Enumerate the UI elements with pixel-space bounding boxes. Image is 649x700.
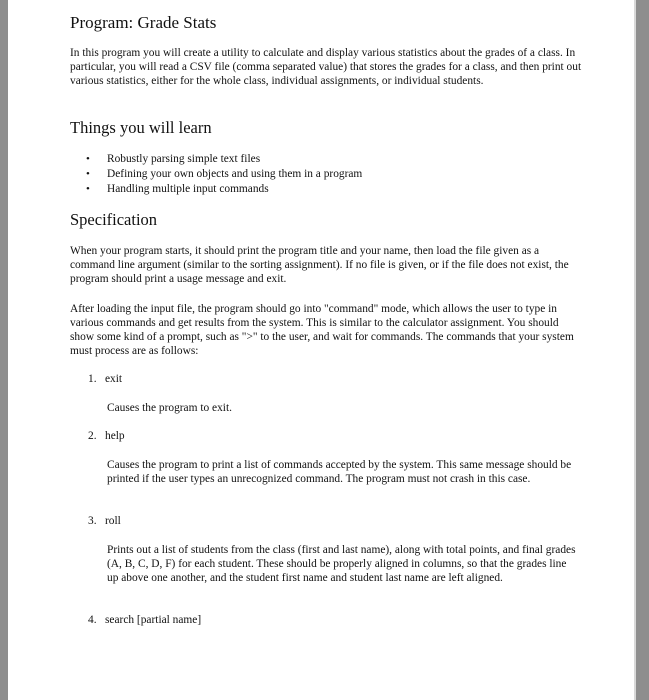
command-desc-help: Causes the program to print a list of commands accepted by the system. This same message should be printed if the user types an unrecognized command. The program must not crash in this case. [107, 459, 572, 485]
bullet-icon: • [86, 153, 90, 165]
spec-paragraph-2: After loading the input file, the program should go into "command" mode, which allows the user to type in various commands and get results from the system. This is similar to the calculator assignment. You should show some kind of a prompt, such as ">" to the user, and wait for commands. The commands that your system must process are as follows: [70, 303, 574, 357]
command-item-help [88, 430, 125, 442]
command-number: 2. [88, 430, 97, 442]
command-number: 3. [88, 515, 97, 527]
command-number: 1. [88, 373, 97, 385]
learn-list [86, 152, 362, 197]
list-item: • Robustly parsing simple text files [86, 153, 261, 165]
command-name: search [partial name] [105, 614, 202, 626]
page-title: Program: Grade Stats [70, 13, 217, 32]
command-item-roll [88, 515, 121, 527]
spec-paragraph-1: When your program starts, it should print the program title and your name, then load the file given as a command line argument (similar to the sorting assignment). If no file is given, or if the file does not exist, the program should print a usage message and exit. [70, 245, 569, 285]
command-desc-exit: Causes the program to exit. [107, 402, 232, 414]
document-page [8, 0, 636, 700]
spec-heading: Specification [70, 210, 158, 229]
learn-heading: Things you will learn [70, 118, 212, 137]
bullet-icon: • [86, 168, 90, 180]
command-desc-roll: Prints out a list of students from the class (first and last name), along with total points, and final grades (A, B, C, D, F) for each student. These should be properly aligned in columns, so that the grades line up above one another, and the student first name and student last name are left aligned. [107, 544, 576, 584]
command-name: roll [105, 515, 121, 527]
command-item-exit [88, 373, 122, 385]
list-item: • Defining your own objects and using them in a program [86, 168, 363, 180]
bullet-icon: • [86, 183, 90, 195]
intro-paragraph: In this program you will create a utility to calculate and display various statistics about the grades of a class. In particular, you will read a CSV file (comma separated value) that stores the grades for a class, and then print out various statistics, either for the whole class, individual assignments, or individual students. [70, 47, 582, 87]
command-item-search [88, 614, 201, 626]
command-number: 4. [88, 614, 97, 626]
command-name: exit [105, 373, 123, 385]
list-item: • Handling multiple input commands [86, 183, 269, 195]
command-name: help [105, 430, 125, 442]
